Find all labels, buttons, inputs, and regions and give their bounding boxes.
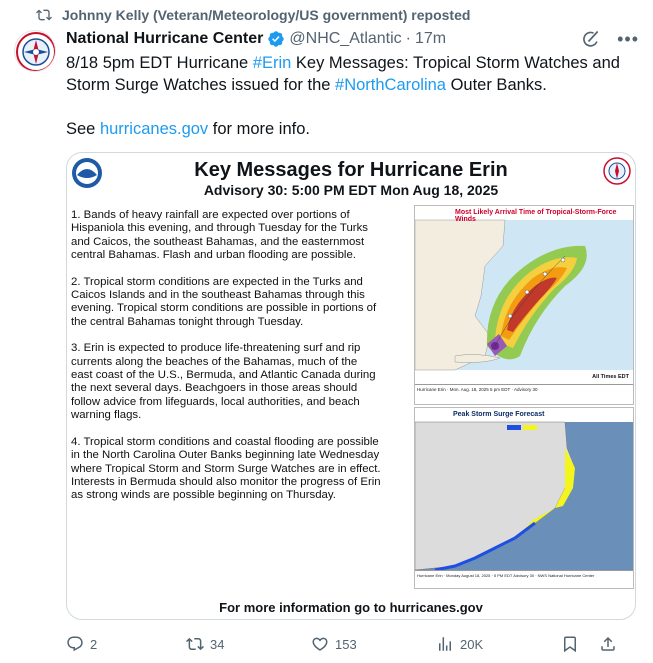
- storm-surge-map: [414, 407, 634, 589]
- surge-map-title: Peak Storm Surge Forecast: [453, 411, 545, 418]
- hurricanes-gov-link[interactable]: hurricanes.gov: [99, 120, 209, 138]
- author-handle[interactable]: @NHC_Atlantic: [289, 30, 402, 47]
- tweet-header: [66, 28, 639, 50]
- reply-button[interactable]: [66, 635, 186, 653]
- surge-map-graphic: [415, 408, 633, 588]
- grok-icon[interactable]: [581, 29, 601, 49]
- avatar[interactable]: [14, 30, 56, 72]
- wind-arrival-map: [414, 205, 634, 405]
- hashtag-erin[interactable]: #Erin: [252, 54, 292, 72]
- bookmark-button[interactable]: [561, 635, 599, 653]
- wind-map-title: Most Likely Arrival Time of Tropical-Storm-Force Winds: [455, 209, 617, 223]
- tweet-text-1: 8/18 5pm EDT Hurricane: [66, 54, 253, 72]
- tweet-text-5: for more info.: [208, 120, 310, 138]
- heart-icon: [311, 635, 329, 653]
- bookmark-icon: [561, 635, 579, 653]
- share-button[interactable]: [599, 635, 629, 653]
- media-image[interactable]: [66, 152, 636, 620]
- surge-map-note: Hurricane Erin · Monday August 18, 2025 · 5 PM EDT Advisory 30 · NWS National Hurricane Center: [415, 570, 633, 588]
- repost-indicator[interactable]: [36, 6, 470, 24]
- repost-text: Johnny Kelly (Veteran/Meteorology/US government) reposted: [62, 7, 471, 23]
- key-message: 1. Bands of heavy rainfall are expected over portions of Hispaniola this evening, and through Tuesday for the Turks and Caicos, the southeast Bahamas, and the easternmost central Bahamas. Flash and urban flooding are possible.: [71, 209, 368, 262]
- tweet-text-2: Key Messages: Tropical Storm Watches and Storm Surge Watches issued for the: [66, 54, 620, 94]
- repost-icon: [186, 635, 204, 653]
- like-button[interactable]: [311, 635, 436, 653]
- share-icon: [599, 635, 617, 653]
- timestamp[interactable]: 17m: [415, 30, 447, 47]
- views-button[interactable]: [436, 635, 561, 653]
- key-message: 3. Erin is expected to produce life-threatening surf and rip currents along the beaches of the Bahamas, much of the east coast of the U.S., Bermuda, and Atlantic Canada during the next several days. Beachgoers in those areas should follow advice from lifeguards, local authorities, and beach warning flags.: [71, 342, 376, 422]
- author-name[interactable]: National Hurricane Center: [66, 30, 264, 47]
- view-count: 20K: [460, 636, 484, 652]
- views-icon: [436, 635, 454, 653]
- key-message: 4. Tropical storm conditions and coastal flooding are possible in the North Carolina Outer Banks beginning late Wednesday where Tropical Storm and Storm Surge Watches are in effect. Interests in Bermuda should also monitor the progress of Erin as strong winds are possible beginning on Thursday.: [71, 435, 381, 502]
- card-footer: For more information go to hurricanes.gov: [219, 600, 483, 615]
- repost-icon: [36, 7, 52, 23]
- repost-button[interactable]: [186, 635, 311, 653]
- repost-count: 34: [210, 636, 225, 652]
- reply-icon: [66, 635, 84, 653]
- card-title: Key Messages for Hurricane Erin: [194, 159, 508, 181]
- verified-badge-icon[interactable]: [267, 30, 285, 48]
- key-messages: [71, 209, 381, 516]
- tweet-body: [66, 52, 636, 162]
- wind-map-legend: Hurricane Erin · Mon. Aug. 18, 2025 5 pm EDT · Advisory 30: [415, 384, 633, 404]
- action-bar: [66, 632, 636, 656]
- tweet-text-4: See: [66, 120, 100, 138]
- tweet-text-3: Outer Banks.: [446, 76, 547, 94]
- hashtag-northcarolina[interactable]: #NorthCarolina: [335, 76, 446, 94]
- all-times-label: All Times EDT: [592, 374, 629, 380]
- like-count: 153: [335, 636, 357, 652]
- more-options-icon[interactable]: •••: [617, 28, 639, 49]
- card-subtitle: Advisory 30: 5:00 PM EDT Mon Aug 18, 2025: [203, 182, 499, 198]
- key-message: 2. Tropical storm conditions are expected in the Turks and Caicos Islands and in the southeast Bahamas through this evening. Tropical storm conditions are possible in portions of the central Bahamas tonight through Tuesday.: [71, 275, 377, 328]
- nws-logo-icon: [15, 31, 56, 72]
- reply-count: 2: [90, 636, 98, 652]
- separator: ·: [405, 30, 411, 47]
